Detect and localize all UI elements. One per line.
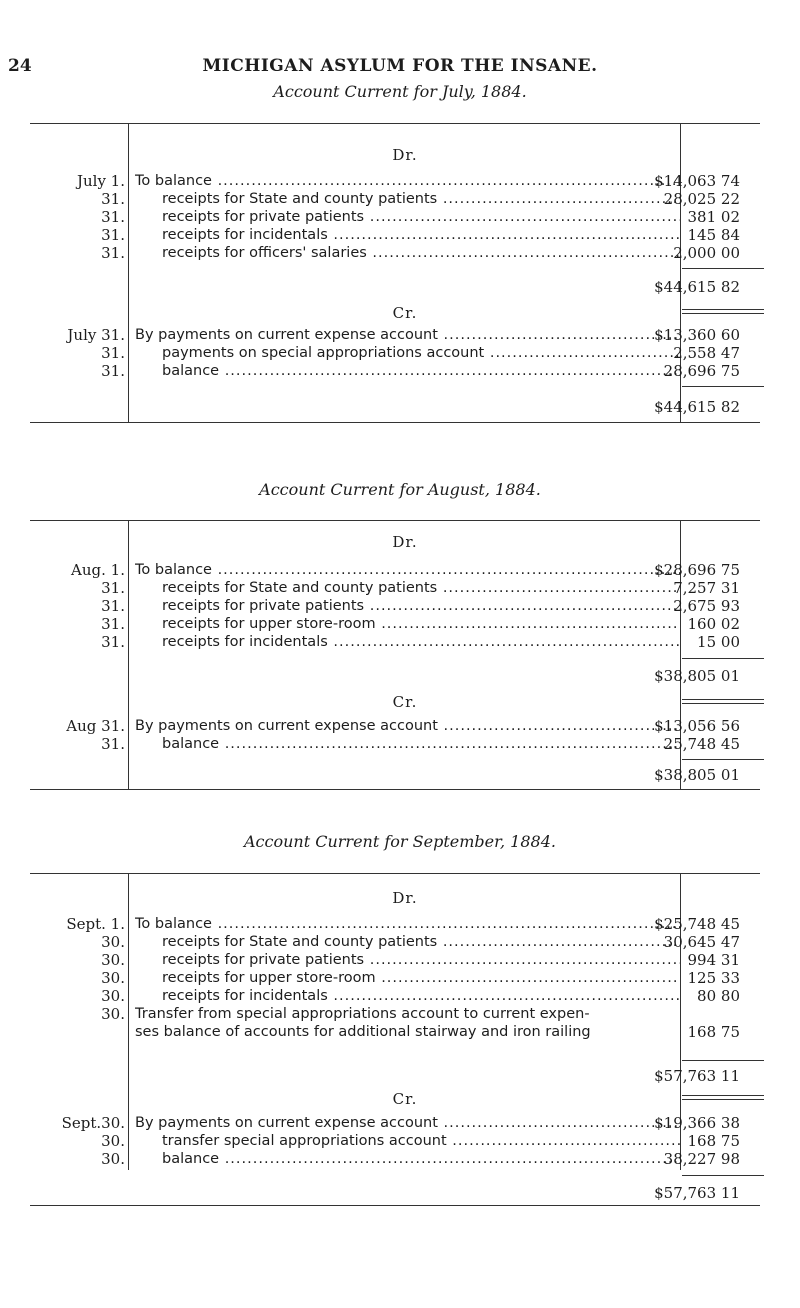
entry-date: 31. <box>101 208 125 226</box>
ledger-row <box>0 933 800 951</box>
ledger-row <box>0 561 800 579</box>
entry-description: receipts for incidentals ..... <box>162 987 680 1005</box>
page-number: 24 <box>8 56 32 76</box>
entry-date: 30. <box>101 951 125 969</box>
section-title-september: Account Current for September, 1884. <box>244 832 556 851</box>
entry-description: receipts for upper store-room ..... <box>162 969 680 987</box>
subtotal-rule <box>682 759 764 760</box>
entry-date: 31. <box>101 244 125 262</box>
entry-description: To balance ..... <box>135 172 680 190</box>
ledger-row <box>0 1023 800 1041</box>
entry-date: Sept.30. <box>61 1114 125 1132</box>
entry-amount: 2,000 00 <box>673 244 740 262</box>
entry-amount: 145 84 <box>687 226 740 244</box>
ledger-row <box>0 987 800 1005</box>
entry-amount: $25,748 45 <box>654 915 740 933</box>
entry-description: Transfer from special appropriations account to current expen- <box>135 1006 590 1022</box>
debit-heading: Dr. <box>392 146 418 164</box>
entry-amount: 160 02 <box>687 615 740 633</box>
ledger-row <box>0 172 800 190</box>
entry-date: 31. <box>101 190 125 208</box>
entry-date: 30. <box>101 987 125 1005</box>
entry-date: 31. <box>101 615 125 633</box>
entry-description: receipts for officers' salaries ..... <box>162 244 680 262</box>
entry-date: 30. <box>101 1005 125 1023</box>
entry-amount: 7,257 31 <box>673 579 740 597</box>
entry-description: receipts for incidentals ..... <box>162 633 680 651</box>
entry-description: To balance ..... <box>135 915 680 933</box>
credit-total: $44,615 82 <box>654 398 740 416</box>
entry-description: To balance ..... <box>135 561 680 579</box>
ledger-row <box>0 344 800 362</box>
entry-amount: 2,675 93 <box>673 597 740 615</box>
entry-amount: $28,696 75 <box>654 561 740 579</box>
entry-date: 31. <box>101 362 125 380</box>
entry-amount: $13,056 56 <box>654 717 740 735</box>
entry-amount: 994 31 <box>687 951 740 969</box>
ledger-row <box>0 1150 800 1168</box>
credit-total: $57,763 11 <box>654 1184 740 1202</box>
entry-amount: 381 02 <box>687 208 740 226</box>
entry-description: ses balance of accounts for additional stairway and iron railing <box>135 1024 591 1040</box>
entry-description: balance ..... <box>162 735 680 753</box>
subtotal-rule <box>682 1175 764 1176</box>
entry-description: balance ..... <box>162 362 680 380</box>
ledger-row <box>0 1005 800 1023</box>
double-rule <box>682 1095 764 1100</box>
ledger-row <box>0 597 800 615</box>
debit-total: $44,615 82 <box>654 278 740 296</box>
ledger-row <box>0 244 800 262</box>
entry-description: By payments on current expense account ..... <box>135 1114 680 1132</box>
table-bottom-rule <box>30 789 760 790</box>
entry-amount: $13,360 60 <box>654 326 740 344</box>
entry-description: balance ..... <box>162 1150 680 1168</box>
entry-description: receipts for State and county patients ..... <box>162 579 680 597</box>
ledger-row <box>0 951 800 969</box>
ledger-row <box>0 190 800 208</box>
ledger-row <box>0 615 800 633</box>
entry-description: receipts for upper store-room ..... <box>162 615 680 633</box>
entry-date: 31. <box>101 344 125 362</box>
entry-amount: 2,558 47 <box>673 344 740 362</box>
entry-date: 30. <box>101 1132 125 1150</box>
entry-amount: 28,025 22 <box>663 190 740 208</box>
ledger-row <box>0 717 800 735</box>
running-head: MICHIGAN ASYLUM FOR THE INSANE. <box>202 56 598 76</box>
entry-date: 30. <box>101 933 125 951</box>
entry-date: 31. <box>101 735 125 753</box>
credit-heading: Cr. <box>392 1090 418 1108</box>
table-bottom-rule <box>30 422 760 423</box>
debit-total: $57,763 11 <box>654 1067 740 1085</box>
ledger-row <box>0 969 800 987</box>
table-top-rule <box>30 520 760 521</box>
entry-amount: 30,645 47 <box>663 933 740 951</box>
subtotal-rule <box>682 386 764 387</box>
entry-date: 30. <box>101 969 125 987</box>
ledger-row <box>0 208 800 226</box>
entry-amount: 28,696 75 <box>663 362 740 380</box>
entry-description: receipts for State and county patients ..... <box>162 933 680 951</box>
subtotal-rule <box>682 658 764 659</box>
entry-amount: $19,366 38 <box>654 1114 740 1132</box>
ledger-row <box>0 1132 800 1150</box>
ledger-row <box>0 326 800 344</box>
ledger-row <box>0 915 800 933</box>
entry-date: 31. <box>101 597 125 615</box>
double-rule <box>682 699 764 704</box>
entry-date: Aug. 1. <box>71 561 125 579</box>
subtotal-rule <box>682 268 764 269</box>
entry-date: Aug 31. <box>66 717 125 735</box>
entry-description: receipts for private patients ..... <box>162 208 680 226</box>
ledger-row <box>0 362 800 380</box>
credit-total-row <box>0 766 800 784</box>
ledger-row <box>0 735 800 753</box>
subtotal-rule <box>682 1060 764 1061</box>
ledger-row <box>0 226 800 244</box>
entry-description: receipts for incidentals ..... <box>162 226 680 244</box>
entry-amount: 168 75 <box>687 1023 740 1041</box>
entry-description: By payments on current expense account ..... <box>135 326 680 344</box>
debit-total-row <box>0 278 800 296</box>
debit-heading: Dr. <box>392 533 418 551</box>
entry-date: July 1. <box>76 172 125 190</box>
entry-date: 31. <box>101 579 125 597</box>
double-rule <box>682 309 764 314</box>
entry-description: transfer special appropriations account ..... <box>162 1132 680 1150</box>
debit-total-row <box>0 667 800 685</box>
ledger-row <box>0 579 800 597</box>
entry-description: receipts for State and county patients ..... <box>162 190 680 208</box>
section-title-july: Account Current for July, 1884. <box>273 82 527 101</box>
entry-description: receipts for private patients ..... <box>162 597 680 615</box>
entry-date: July 31. <box>67 326 125 344</box>
table-top-rule <box>30 123 760 124</box>
table-bottom-rule <box>30 1205 760 1206</box>
ledger-row <box>0 1114 800 1132</box>
credit-total-row <box>0 1184 800 1202</box>
entry-amount: 38,227 98 <box>663 1150 740 1168</box>
entry-date: 30. <box>101 1150 125 1168</box>
section-title-august: Account Current for August, 1884. <box>259 480 541 499</box>
entry-date: Sept. 1. <box>66 915 125 933</box>
entry-amount: 80 80 <box>697 987 740 1005</box>
debit-total-row <box>0 1067 800 1085</box>
entry-amount: 15 00 <box>697 633 740 651</box>
entry-amount: $14,063 74 <box>654 172 740 190</box>
credit-total: $38,805 01 <box>654 766 740 784</box>
credit-heading: Cr. <box>392 304 418 322</box>
entry-amount: 168 75 <box>687 1132 740 1150</box>
debit-heading: Dr. <box>392 889 418 907</box>
entry-amount: 25,748 45 <box>663 735 740 753</box>
credit-total-row <box>0 398 800 416</box>
ledger-row <box>0 633 800 651</box>
entry-date: 31. <box>101 633 125 651</box>
entry-description: By payments on current expense account ..... <box>135 717 680 735</box>
table-top-rule <box>30 873 760 874</box>
debit-total: $38,805 01 <box>654 667 740 685</box>
entry-description: payments on special appropriations account ..... <box>162 344 680 362</box>
entry-description: receipts for private patients ..... <box>162 951 680 969</box>
entry-date: 31. <box>101 226 125 244</box>
entry-amount: 125 33 <box>687 969 740 987</box>
credit-heading: Cr. <box>392 693 418 711</box>
